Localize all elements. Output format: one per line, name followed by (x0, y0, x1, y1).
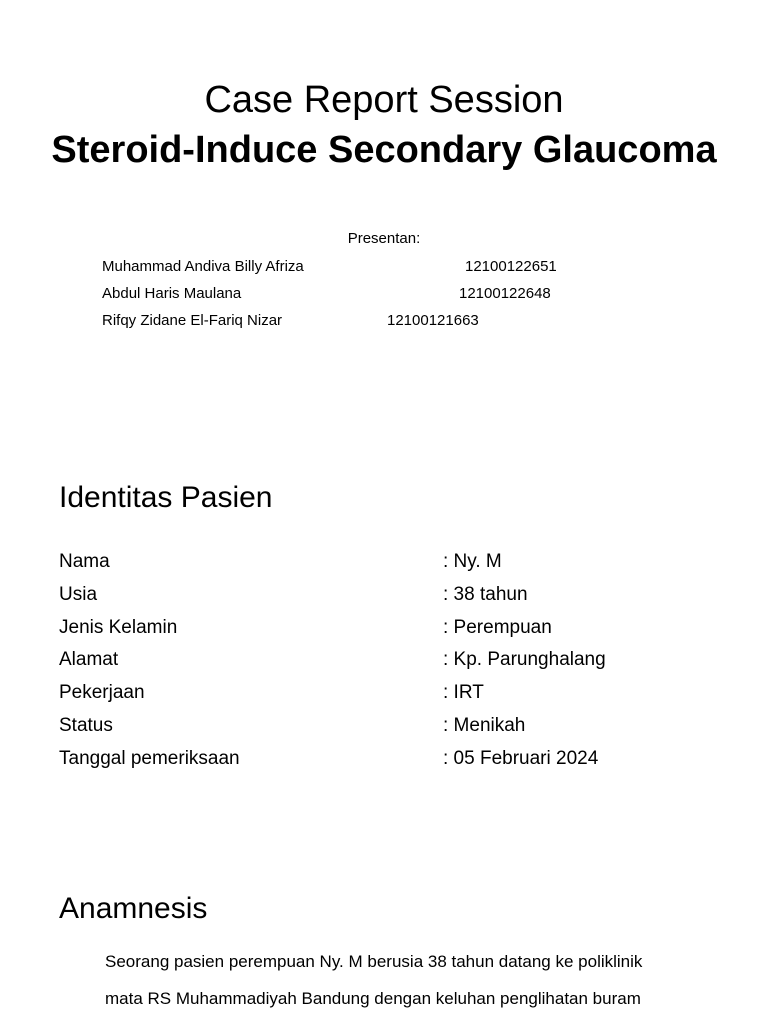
presenter-name: Abdul Haris Maulana (102, 285, 242, 302)
identity-field-row (59, 582, 719, 608)
field-label: Jenis Kelamin (59, 617, 178, 638)
identity-field-row (59, 615, 719, 641)
identity-field-row (59, 647, 719, 673)
presenter-row (102, 311, 702, 331)
identity-field-row (59, 746, 719, 772)
presenter-id: 12100121663 (387, 312, 479, 329)
presenter-name: Rifqy Zidane El-Fariq Nizar (102, 312, 283, 329)
presenter-id: 12100122648 (459, 285, 551, 302)
report-topic-title: Steroid-Induce Secondary Glaucoma (51, 129, 717, 171)
report-type-title: Case Report Session (204, 79, 564, 121)
field-label: Tanggal pemeriksaan (59, 748, 240, 769)
presenter-row (102, 257, 702, 277)
anamnesis-text-line: mata RS Muhammadiyah Bandung dengan keluhan penglihatan buram (105, 989, 641, 1008)
field-label: Pekerjaan (59, 682, 145, 703)
identity-field-row (59, 713, 719, 739)
field-label: Status (59, 715, 113, 736)
field-value: : Kp. Parunghalang (443, 649, 606, 670)
presenter-label: Presentan: (347, 230, 421, 247)
field-label: Alamat (59, 649, 119, 670)
field-value: : 05 Februari 2024 (443, 748, 599, 769)
identity-field-row (59, 549, 719, 575)
anamnesis-text-line: Seorang pasien perempuan Ny. M berusia 38 tahun datang ke poliklinik (105, 952, 643, 971)
field-label: Nama (59, 551, 110, 572)
presenter-id: 12100122651 (465, 258, 557, 275)
presenter-name: Muhammad Andiva Billy Afriza (102, 258, 304, 275)
field-value: : Menikah (443, 715, 526, 736)
field-value: : 38 tahun (443, 584, 528, 605)
field-value: : Perempuan (443, 617, 552, 638)
field-value: : IRT (443, 682, 484, 703)
field-value: : Ny. M (443, 551, 502, 572)
field-label: Usia (59, 584, 98, 605)
identitas-heading: Identitas Pasien (59, 481, 273, 514)
identity-field-row (59, 680, 719, 706)
anamnesis-heading: Anamnesis (59, 892, 208, 925)
presenter-row (102, 284, 702, 304)
